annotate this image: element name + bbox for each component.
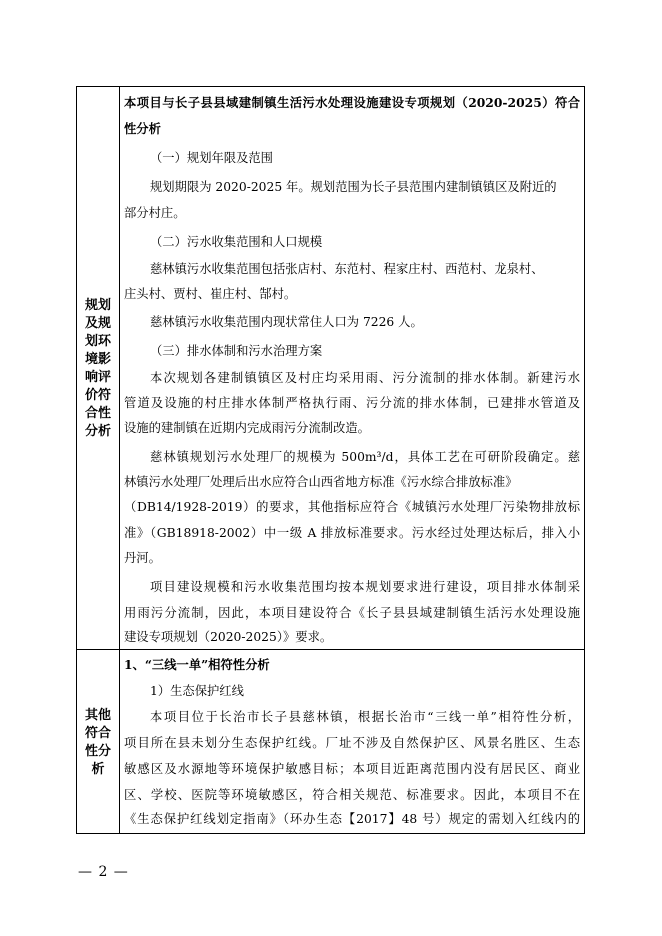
section-heading: 本项目与长子县县域建制镇生活污水处理设施建设专项规划（2020-2025）符合 xyxy=(124,95,580,110)
row-divider xyxy=(77,649,584,650)
label-char: 分析 xyxy=(84,424,111,439)
paragraph-line: 《生态保护红线划定指南》（环办生态【2017】48 号）规定的需划入红线内的 xyxy=(124,812,580,826)
paragraph-line: 敏感区及水源地等环境保护敏感目标；本项目近距离范围内没有居民区、商业 xyxy=(124,762,580,776)
column-divider xyxy=(119,87,120,833)
paragraph-line: 庄头村、贾村、崔庄村、郜村。 xyxy=(124,287,297,301)
label-char: 符合 xyxy=(84,726,111,741)
label-char: 合性 xyxy=(84,406,111,421)
paragraph-line: 建设专项规划（2020-2025）》要求。 xyxy=(124,630,333,644)
label-char: 价符 xyxy=(84,388,111,403)
subheading: （一）规划年限及范围 xyxy=(150,151,273,165)
paragraph-line: 慈林镇污水收集范围包括张店村、东范村、程家庄村、西范村、龙泉村、 xyxy=(150,262,544,276)
paragraph-line: 用雨污分流制，因此，本项目建设符合《长子县县域建制镇生活污水处理设施 xyxy=(124,606,580,620)
label-char: 规划 xyxy=(84,298,111,313)
subheading: 1）生态保护红线 xyxy=(150,684,244,698)
row-label-other-compliance xyxy=(77,707,119,779)
document-table xyxy=(76,86,585,834)
paragraph-line: 部分村庄。 xyxy=(124,206,186,220)
paragraph-line: 项目所在县未划分生态保护红线。厂址不涉及自然保护区、风景名胜区、生态 xyxy=(124,736,580,750)
section-heading: 1、“三线一单”相符性分析 xyxy=(124,657,270,672)
label-char: 及规 xyxy=(84,316,111,331)
row-label-planning-compliance xyxy=(77,297,119,441)
label-char: 划环 xyxy=(84,334,111,349)
label-char: 响评 xyxy=(84,370,111,385)
paragraph-line: 设施的建制镇在近期内完成雨污分流制改造。 xyxy=(124,421,370,435)
label-char: 性分 xyxy=(84,744,111,759)
paragraph-line: 慈林镇污水收集范围内现状常住人口为 7226 人。 xyxy=(150,315,423,329)
paragraph-line: 项目建设规模和污水收集范围均按本规划要求进行建设，项目排水体制采 xyxy=(150,580,580,594)
paragraph-line: （DB14/1928-2019）的要求，其他指标应符合《城镇污水处理厂污染物排放标 xyxy=(124,500,580,514)
label-char: 其他 xyxy=(84,708,111,723)
paragraph-line: 管道及设施的村庄排水体制严格执行雨、污分流的排水体制，已建排水管道及 xyxy=(124,396,580,410)
label-char: 境影 xyxy=(84,352,111,367)
paragraph-line: 本项目位于长治市长子县慈林镇，根据长治市“三线一单”相符性分析， xyxy=(150,710,580,724)
paragraph-line: 慈林镇规划污水处理厂的规模为 500m³/d，具体工艺在可研阶段确定。慈 xyxy=(150,450,580,464)
paragraph-line: 规划期限为 2020-2025 年。规划范围为长子县范围内建制镇镇区及附近的 xyxy=(150,180,557,194)
paragraph-line: 区、学校、医院等环境敏感区，符合相关规范、标准要求。因此，本项目不在 xyxy=(124,788,580,802)
subheading: （三）排水体制和污水治理方案 xyxy=(150,344,323,358)
subheading: （二）污水收集范围和人口规模 xyxy=(150,235,323,249)
paragraph-line: 准》（GB18918-2002）中一级 A 排放标准要求。污水经过处理达标后，排入小 xyxy=(124,526,580,540)
paragraph-line: 本次规划各建制镇镇区及村庄均采用雨、污分流制的排水体制。新建污水 xyxy=(150,371,580,385)
label-char: 析 xyxy=(91,762,105,777)
page-number: — 2 — xyxy=(78,864,129,880)
paragraph-line: 丹河。 xyxy=(124,551,161,565)
section-heading-cont: 性分析 xyxy=(124,121,161,136)
paragraph-line: 林镇污水处理厂处理后出水应符合山西省地方标准《污水综合排放标准》 xyxy=(124,475,518,489)
